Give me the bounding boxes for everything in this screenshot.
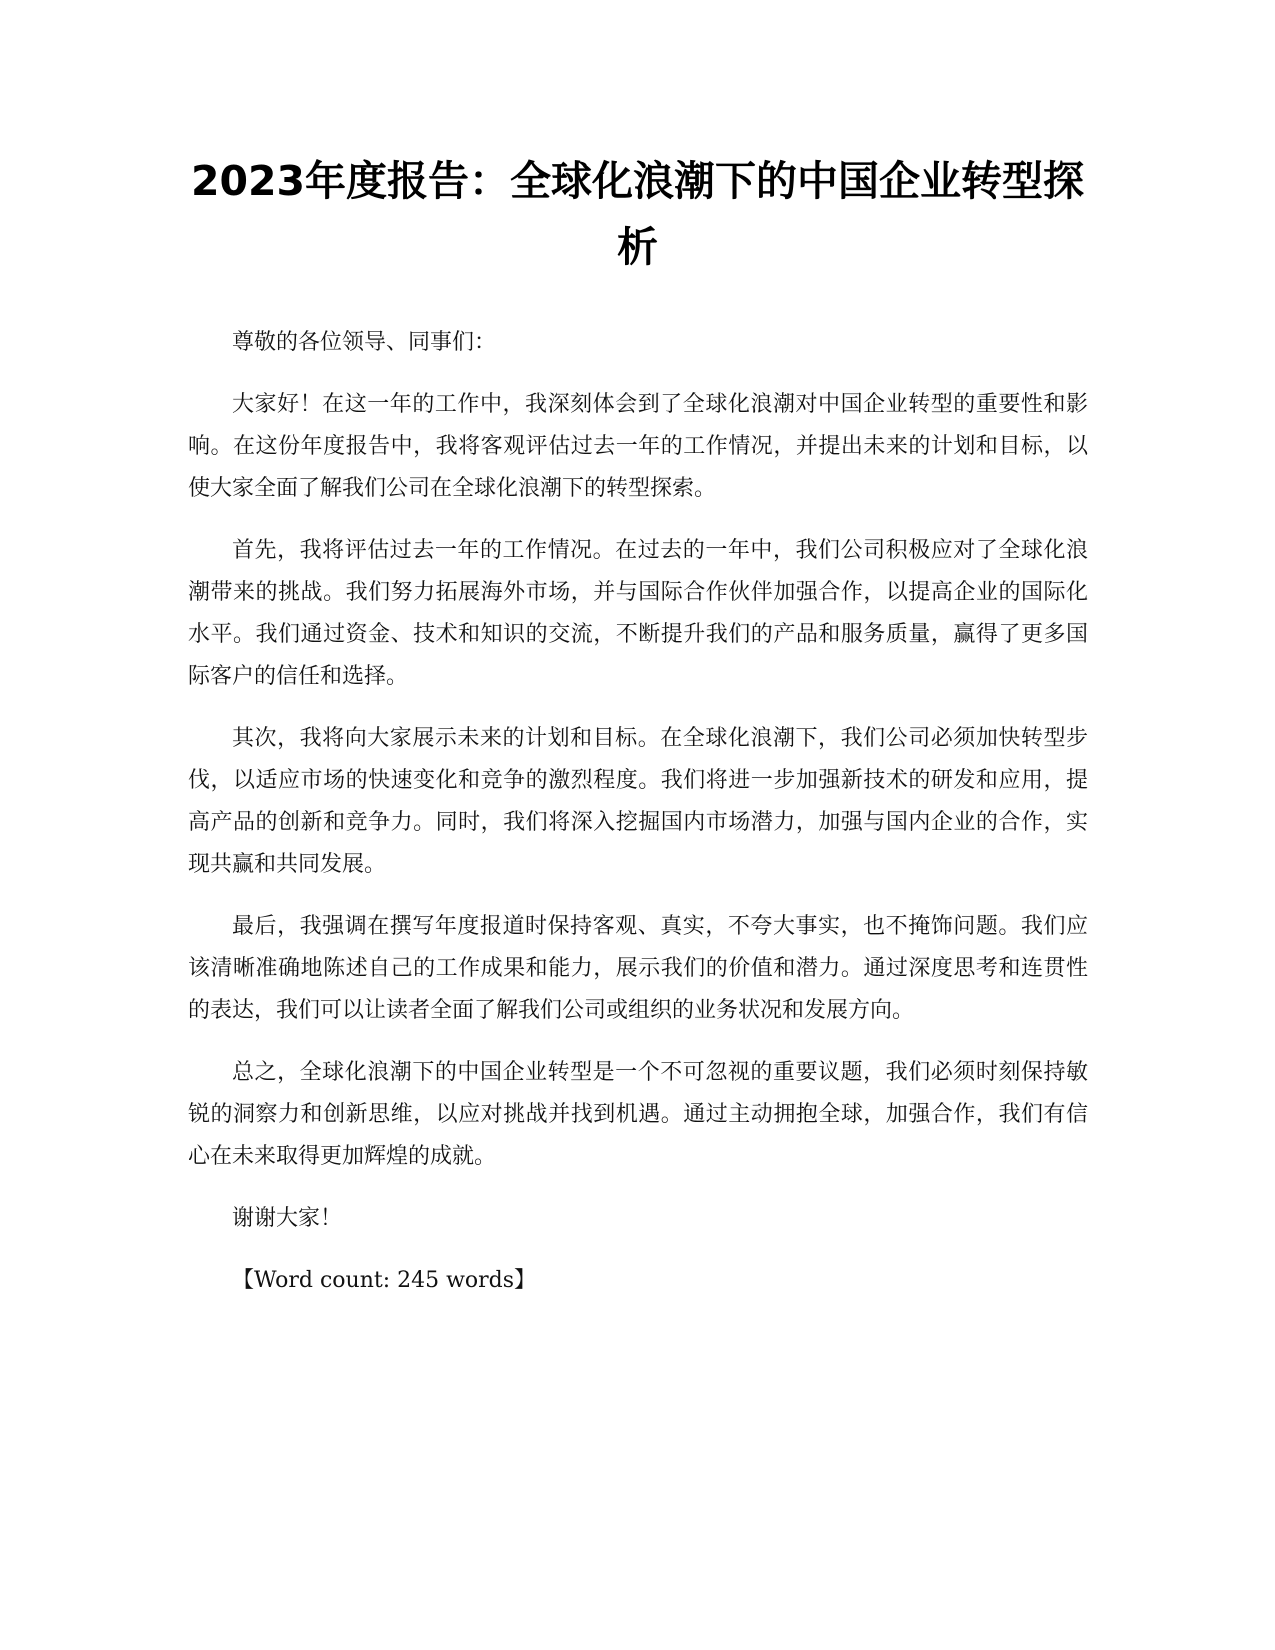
document-body <box>188 322 1088 1322</box>
closing: 谢谢大家！ <box>232 1206 343 1231</box>
word-count: 【Word count: 245 words】 <box>232 1268 537 1293</box>
salutation: 尊敬的各位领导、同事们： <box>232 330 497 355</box>
paragraph-conclusion: 总之，全球化浪潮下的中国企业转型是一个不可忽视的重要议题，我们必须时刻保持敏锐的洞察力和创新思维，以应对挑战并找到机遇。通过主动拥抱全球，加强合作，我们有信心在未来取得更加辉煌的成就。 <box>188 1060 1088 1169</box>
paragraph-greeting: 大家好！在这一年的工作中，我深刻体会到了全球化浪潮对中国企业转型的重要性和影响。在这份年度报告中，我将客观评估过去一年的工作情况，并提出未来的计划和目标，以使大家全面了解我们公司在全球化浪潮下的转型探索。 <box>188 392 1088 501</box>
paragraph-review: 首先，我将评估过去一年的工作情况。在过去的一年中，我们公司积极应对了全球化浪潮带来的挑战。我们努力拓展海外市场，并与国际合作伙伴加强合作，以提高企业的国际化水平。我们通过资金、技术和知识的交流，不断提升我们的产品和服务质量，赢得了更多国际客户的信任和选择。 <box>188 538 1088 689</box>
paragraph-emphasis: 最后，我强调在撰写年度报道时保持客观、真实，不夸大事实，也不掩饰问题。我们应该清晰准确地陈述自己的工作成果和能力，展示我们的价值和潜力。通过深度思考和连贯性的表达，我们可以让读者全面了解我们公司或组织的业务状况和发展方向。 <box>188 914 1088 1023</box>
document-title: 2023年度报告：全球化浪潮下的中国企业转型探析 <box>190 157 1085 271</box>
paragraph-plan: 其次，我将向大家展示未来的计划和目标。在全球化浪潮下，我们公司必须加快转型步伐，以适应市场的快速变化和竞争的激烈程度。我们将进一步加强新技术的研发和应用，提高产品的创新和竞争力。同时，我们将深入挖掘国内市场潜力，加强与国内企业的合作，实现共赢和共同发展。 <box>188 726 1088 877</box>
